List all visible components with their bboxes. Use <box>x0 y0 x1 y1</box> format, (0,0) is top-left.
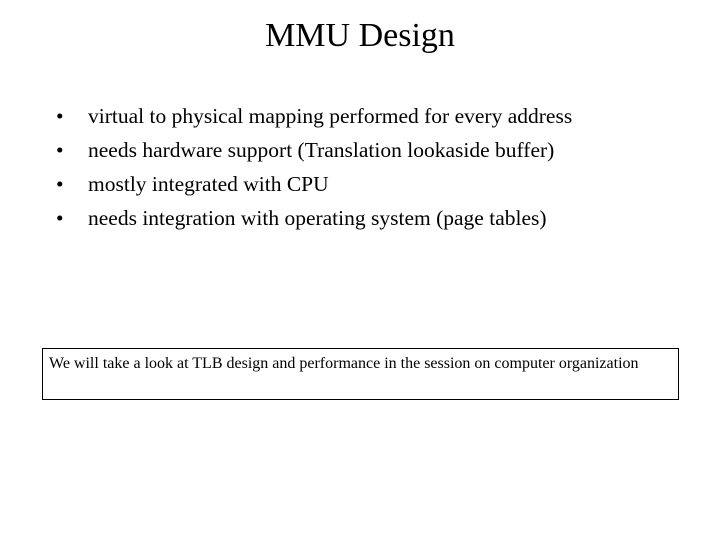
bullet-mark: • <box>56 172 64 196</box>
bullet-mark: • <box>56 138 64 162</box>
bullet-text: needs integration with operating system (page tables) <box>88 206 547 230</box>
bullet-text: virtual to physical mapping performed for every address <box>88 104 573 128</box>
bullet-mark: • <box>56 206 64 230</box>
bullet-item <box>56 167 572 201</box>
slide-title: MMU Design <box>265 17 455 54</box>
bullet-mark: • <box>56 104 64 128</box>
note-box: We will take a look at TLB design and performance in the session on computer organization <box>42 348 679 400</box>
bullet-text: mostly integrated with CPU <box>88 172 329 196</box>
bullet-item <box>56 201 572 235</box>
bullet-item <box>56 99 572 133</box>
bullet-item <box>56 133 572 167</box>
bullet-list <box>56 99 572 235</box>
bullet-text: needs hardware support (Translation lookaside buffer) <box>88 138 555 162</box>
